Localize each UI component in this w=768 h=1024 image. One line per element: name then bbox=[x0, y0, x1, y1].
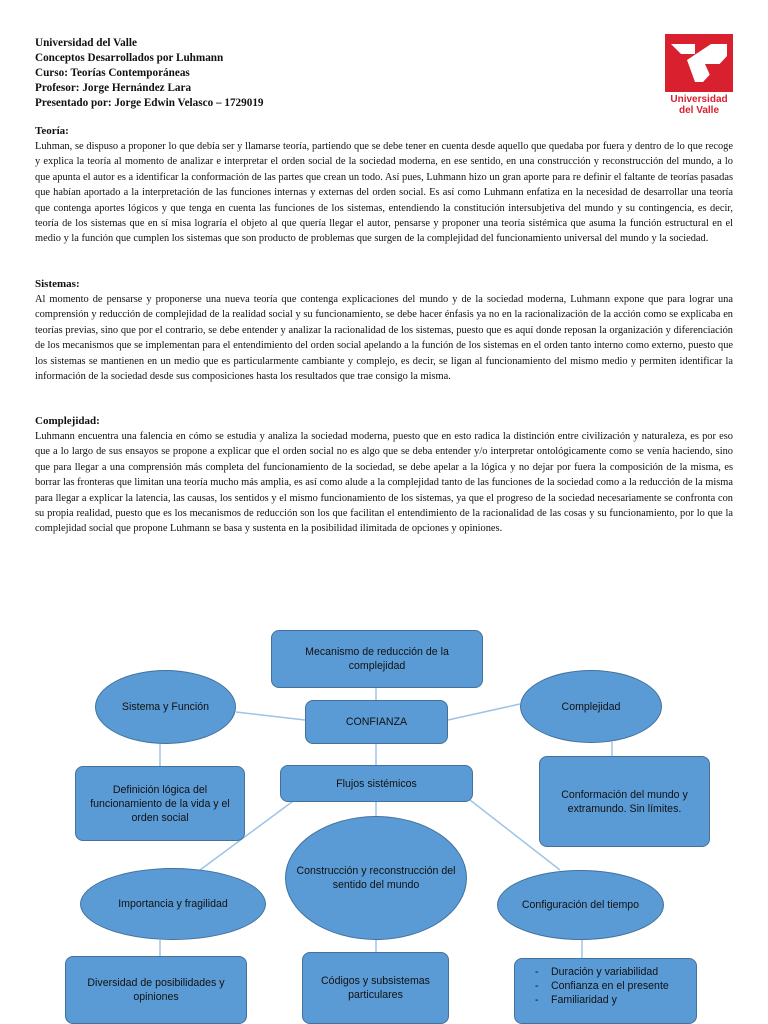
node-complejidad: Complejidad bbox=[520, 670, 662, 743]
section-title: Complejidad: bbox=[35, 415, 100, 427]
section-body: Luhmann encuentra una falencia en cómo se estudia y analiza la sociedad moderna, puesto que en esto radica la distinción entre civilización y naturaleza, es por eso que a lo largo de sus ensayos se propone a explicar que el orden social no es algo que se deba entender y/o interpretar ontológicamente como se venía haciendo, sino que para llegar a una comprensión más completa del funcionamiento de la sociedad, se debe apelar a la lógica y no dejar por fuera la composición de la misma, es borrar las fronteras que limitan una teoría mucho más amplia, es así como alude a la complejidad tanto de las funciones de la sociedad como a la reducción de la misma para llegar a explicar la latencia, las causas, los sentidos y el mismo funcionamiento de los sistemas, ya que el progreso de la sociedad necesariamente se confronta con su propia realidad, puesto que es los mecanismos de reducción son los que facilitan el entendimiento de la racionalidad de las cosas y su funcionamiento, por lo que la complejidad social que propone Luhmann se basa y sustenta en la posibilidad ilimitada de opciones y opiniones. bbox=[35, 431, 733, 535]
node-configuracion: Configuración del tiempo bbox=[497, 870, 664, 940]
section-teoria bbox=[35, 124, 733, 247]
node-conformacion: Conformación del mundo y extramundo. Sin límites. bbox=[539, 756, 710, 847]
section-body: Al momento de pensarse y proponerse una nueva teoría que contenga explicaciones del mundo y de la sociedad moderna, Luhmann expone que para lograr una comprensión y reducción de complejidad de la realidad social y su funcionamiento, se debe hacer énfasis ya no en la racionalización de la acción como se explicaba en teorías previas, sino que por el contrario, se debe entender y analizar la racionalidad de los sistemas, puesto que es aquí donde reposan la organización y diferenciación de los mecanismos que se implementan para el entendimiento del orden social apelando a la función de los sistemas en el orden tanto interno como externo, puesto que los sistemas se mantienen en un medio que es particularmente cambiante y complejo, es decir, se ligan al funcionamiento del mismo medio y permiten identificar la información de la sociedad desde sus composiciones hasta los resultados que trae consigo la misma. bbox=[35, 294, 733, 383]
univalle-logo bbox=[665, 34, 733, 120]
list-item: - Duración y variabilidad bbox=[535, 965, 686, 979]
header-university: Universidad del Valle bbox=[35, 37, 137, 49]
section-title: Teoría: bbox=[35, 125, 69, 137]
section-complejidad bbox=[35, 414, 733, 537]
section-sistemas bbox=[35, 277, 733, 384]
node-codigos: Códigos y subsistemas particulares bbox=[302, 952, 449, 1024]
node-construccion: Construcción y reconstrucción del sentido del mundo bbox=[285, 816, 467, 940]
header-course: Curso: Teorías Contemporáneas bbox=[35, 67, 190, 79]
header-professor: Profesor: Jorge Hernández Lara bbox=[35, 82, 192, 94]
list-item: - Familiaridad y bbox=[535, 993, 686, 1007]
node-definicion: Definición lógica del funcionamiento de la vida y el orden social bbox=[75, 766, 245, 841]
document-header bbox=[35, 36, 264, 111]
connector-line bbox=[236, 712, 305, 720]
connector-line bbox=[448, 704, 520, 720]
node-sistema-funcion: Sistema y Función bbox=[95, 670, 236, 744]
section-body: Luhman, se dispuso a proponer lo que debía ser y llamarse teoría, partiendo que se debe tener en cuenta desde aquello que quedaba por fuera y dentro de lo que recoge y explica la teoría al momento de analizar e interpretar el orden social de la sociedad moderna, en ese sentido, en una construcción y reconstrucción del mundo, a lo que apunta el autor es a identificar la conformación de las partes que crean un todo. Así pues, Luhmann hizo un gran aporte para re definir el faltante de teorías pasadas que habían aportado a la interpretación de las funciones internas y externas del orden social. Es así como Luhmann enfatiza en la necesidad de desarrollar una teoría que contenga aportes lógicos y que tenga en cuenta las funciones de los sistemas, entendiendo la constitución intersubjetiva del mundo y su contingencia, es decir, teoría de los sistemas que en sí misa lograría el objeto al que quería llegar el autor, pensarse y proponer una teoría sistémica que asuma la función estructural en el medio y la función que cumplen los sistemas que son producto de problemas que surgen de la complejidad del funcionamiento universal del mundo y la sociedad. bbox=[35, 141, 733, 245]
node-confianza: CONFIANZA bbox=[305, 700, 448, 744]
logo-emblem bbox=[665, 34, 733, 92]
node-tiempo-list bbox=[514, 958, 697, 1024]
header-topic: Conceptos Desarrollados por Luhmann bbox=[35, 52, 224, 64]
node-diversidad: Diversidad de posibilidades y opiniones bbox=[65, 956, 247, 1024]
section-title: Sistemas: bbox=[35, 278, 80, 290]
node-importancia: Importancia y fragilidad bbox=[80, 868, 266, 940]
header-author: Presentado por: Jorge Edwin Velasco – 1729019 bbox=[35, 97, 264, 109]
node-flujos: Flujos sistémicos bbox=[280, 765, 473, 802]
list-item: - Confianza en el presente bbox=[535, 979, 686, 993]
node-mecanismo: Mecanismo de reducción de la complejidad bbox=[271, 630, 483, 688]
logo-text: Universidad del Valle bbox=[670, 94, 728, 116]
